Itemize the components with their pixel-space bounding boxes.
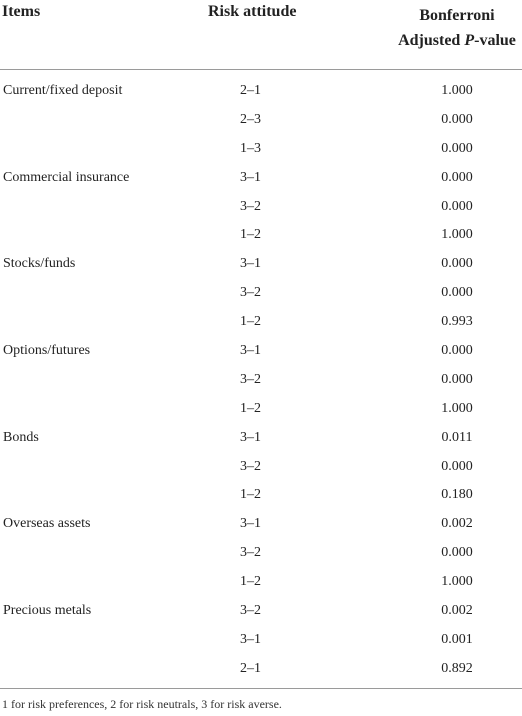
header-p-suffix: -value [474,32,516,49]
table-body [0,77,522,684]
table-row [0,510,522,539]
cell-p-value: 0.180 [441,487,473,503]
cell-item: Overseas assets [3,516,91,532]
cell-p-value: 0.000 [441,198,473,214]
table-row [0,424,522,453]
cell-item: Bonds [3,429,39,445]
cell-risk-attitude: 2–3 [240,111,261,127]
cell-p-value: 0.000 [441,111,473,127]
cell-risk-attitude: 3–1 [240,343,261,359]
cell-risk-attitude: 3–2 [240,198,261,214]
cell-p-value: 0.892 [441,660,473,676]
table-row [0,395,522,424]
cell-risk-attitude: 2–1 [240,660,261,676]
cell-risk-attitude: 3–1 [240,516,261,532]
header-p-value-line2 [390,28,522,53]
cell-item: Stocks/funds [3,256,76,272]
table-row [0,481,522,510]
table-row [0,193,522,222]
header-p-value-line1: Bonferroni [419,7,495,24]
header-p-value [390,3,522,53]
cell-p-value: 0.002 [441,516,473,532]
cell-risk-attitude: 2–1 [240,83,261,98]
table-row [0,453,522,482]
cell-p-value: 0.011 [441,429,473,445]
header-p-italic: P [464,32,475,49]
cell-p-value: 0.000 [441,371,473,387]
cell-p-value: 0.993 [441,314,473,330]
cell-p-value: 0.000 [441,285,473,301]
header-p-prefix: Adjusted [398,32,465,49]
table-row [0,366,522,395]
cell-risk-attitude: 1–2 [240,574,261,590]
table-row [0,77,522,106]
cell-p-value: 0.002 [441,603,473,619]
table-header [0,0,522,70]
header-items: Items [2,3,41,20]
cell-p-value: 0.000 [441,545,473,561]
header-rule [0,69,522,70]
table-row [0,597,522,626]
table-row [0,164,522,193]
cell-risk-attitude: 3–1 [240,256,261,272]
cell-item: Current/fixed deposit [3,83,123,98]
table-row [0,655,522,684]
cell-risk-attitude: 1–2 [240,487,261,503]
table-row [0,106,522,135]
table-row [0,250,522,279]
cell-item: Options/futures [3,343,91,359]
cell-risk-attitude: 3–2 [240,458,261,474]
cell-p-value: 1.000 [441,227,473,243]
cell-risk-attitude: 3–1 [240,631,261,647]
table-row [0,279,522,308]
table-row [0,568,522,597]
cell-item: Precious metals [3,603,92,619]
cell-p-value: 0.000 [441,343,473,359]
cell-p-value: 1.000 [441,83,473,98]
cell-p-value: 0.001 [441,631,473,647]
cell-risk-attitude: 1–2 [240,227,261,243]
cell-p-value: 0.000 [441,256,473,272]
table-row [0,539,522,568]
cell-risk-attitude: 3–2 [240,545,261,561]
cell-p-value: 0.000 [441,169,473,185]
table-row [0,337,522,366]
table-row [0,308,522,337]
cell-risk-attitude: 3–2 [240,603,261,619]
table-row [0,221,522,250]
footer-rule [0,688,522,689]
cell-risk-attitude: 1–2 [240,314,261,330]
cell-risk-attitude: 3–2 [240,285,261,301]
cell-p-value: 1.000 [441,400,473,416]
table-footnote: 1 for risk preferences, 2 for risk neutrals, 3 for risk averse. [2,697,282,711]
cell-risk-attitude: 3–2 [240,371,261,387]
cell-risk-attitude: 1–2 [240,400,261,416]
cell-risk-attitude: 1–3 [240,140,261,156]
cell-risk-attitude: 3–1 [240,169,261,185]
cell-p-value: 0.000 [441,458,473,474]
cell-p-value: 1.000 [441,574,473,590]
header-risk-attitude: Risk attitude [208,3,297,20]
cell-p-value: 0.000 [441,140,473,156]
cell-risk-attitude: 3–1 [240,429,261,445]
cell-item: Commercial insurance [3,169,130,185]
table-row [0,135,522,164]
table-row [0,626,522,655]
